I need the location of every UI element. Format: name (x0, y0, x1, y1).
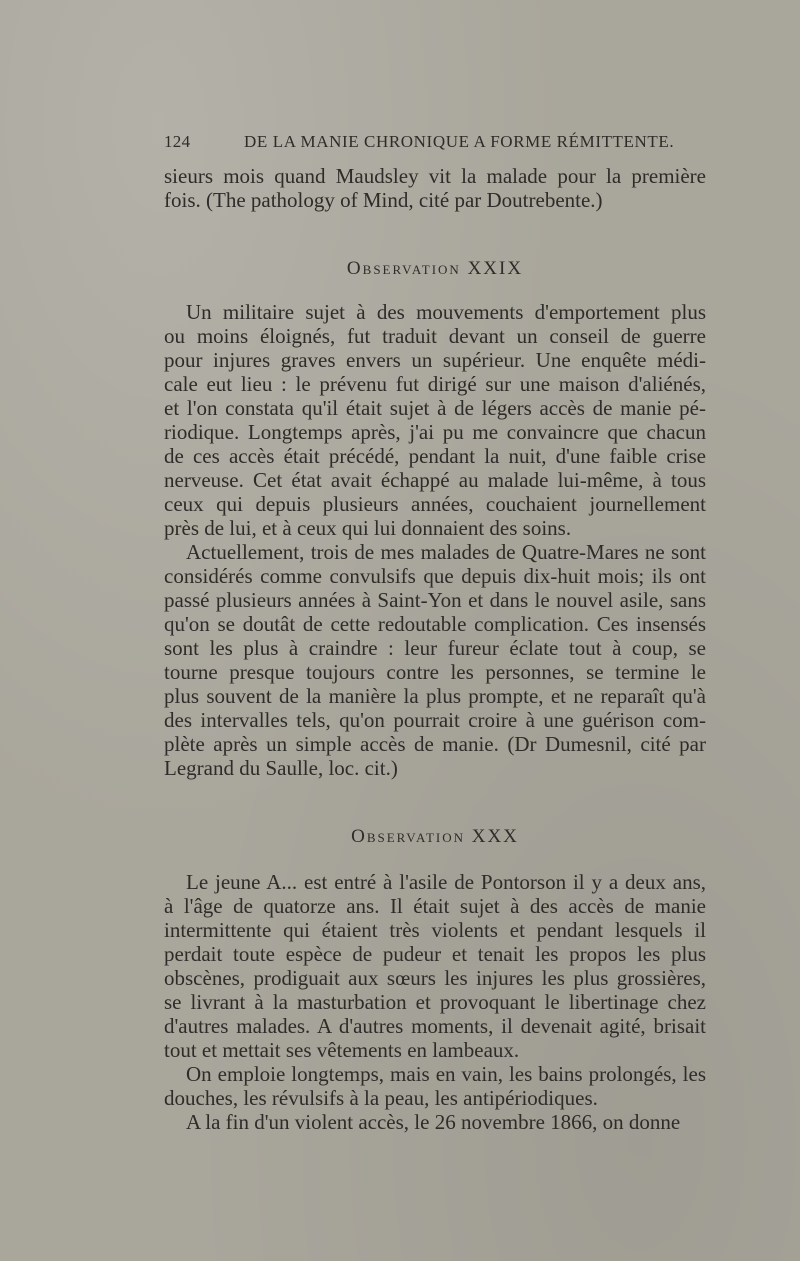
text-line: d'autres malades. A d'autres moments, il devenait agité, brisait (164, 1014, 706, 1038)
text-line: et l'on constata qu'il était sujet à de légers accès de manie pé- (164, 396, 706, 420)
text-line: tout et mettait ses vêtements en lambeaux. (164, 1038, 520, 1062)
text-line: tourne presque toujours contre les personnes, se termine le (164, 660, 706, 684)
text-line: se livrant à la masturbation et provoquant le libertinage chez (164, 990, 706, 1014)
text-line: Actuellement, trois de mes malades de Quatre-Mares ne sont (186, 540, 706, 564)
text-line: douches, les révulsifs à la peau, les antipériodiques. (164, 1086, 598, 1110)
text-line: près de lui, et à ceux qui lui donnaient des soins. (164, 516, 572, 540)
text-line: perdait toute espèce de pudeur et tenait les propos les plus (164, 942, 706, 966)
text-line: plus souvent de la manière la plus prompte, et ne reparaît qu'à (164, 684, 706, 708)
text-line: intermittente qui étaient très violents et pendant lesquels il (164, 918, 706, 942)
text-line: Le jeune A... est entré à l'asile de Pontorson il y a deux ans, (186, 870, 706, 894)
text-line: On emploie longtemps, mais en vain, les bains prolongés, les (186, 1062, 706, 1086)
text-line: ceux qui depuis plusieurs années, couchaient journellement (164, 492, 706, 516)
text-line: considérés comme convulsifs que depuis dix-huit mois; ils ont (164, 564, 706, 588)
text-line: de ces accès était précédé, pendant la nuit, d'une faible crise (164, 444, 706, 468)
text-line: riodique. Longtemps après, j'ai pu me convaincre que chacun (164, 420, 706, 444)
text-line: obscènes, prodiguait aux sœurs les injures les plus grossières, (164, 966, 706, 990)
text-line: pour injures graves envers un supérieur. Une enquête médi- (164, 348, 706, 372)
section-heading: Observation XXIX (346, 258, 524, 279)
text-line: sont les plus à craindre : leur fureur éclate tout à coup, se (164, 636, 706, 660)
text-line: fois. (The pathology of Mind, cité par Doutrebente.) (164, 188, 603, 212)
text-line: sieurs mois quand Maudsley vit la malade pour la première (164, 164, 706, 188)
text-line: ou moins éloignés, fut traduit devant un conseil de guerre (164, 324, 706, 348)
text-line: qu'on se doutât de cette redoutable complication. Ces insensés (164, 612, 706, 636)
text-line: Un militaire sujet à des mouvements d'emportement plus (186, 300, 706, 324)
page-number: 124 (164, 132, 191, 151)
text-line: Legrand du Saulle, loc. cit.) (164, 756, 398, 780)
text-line: cale eut lieu : le prévenu fut dirigé sur une maison d'aliénés, (164, 372, 706, 396)
section-heading: Observation XXX (351, 826, 519, 847)
running-head (164, 132, 706, 158)
text-line: nerveuse. Cet état avait échappé au malade lui-même, à tous (164, 468, 706, 492)
text-line: passé plusieurs années à Saint-Yon et dans le nouvel asile, sans (164, 588, 706, 612)
header-title: DE LA MANIE CHRONIQUE A FORME RÉMITTENTE. (244, 132, 675, 151)
text-line: plète après un simple accès de manie. (Dr Dumesnil, cité par (164, 732, 706, 756)
text-line: des intervalles tels, qu'on pourrait croire à une guérison com- (164, 708, 706, 732)
text-line: à l'âge de quatorze ans. Il était sujet à des accès de manie (164, 894, 706, 918)
text-line: A la fin d'un violent accès, le 26 novembre 1866, on donne (186, 1110, 681, 1134)
